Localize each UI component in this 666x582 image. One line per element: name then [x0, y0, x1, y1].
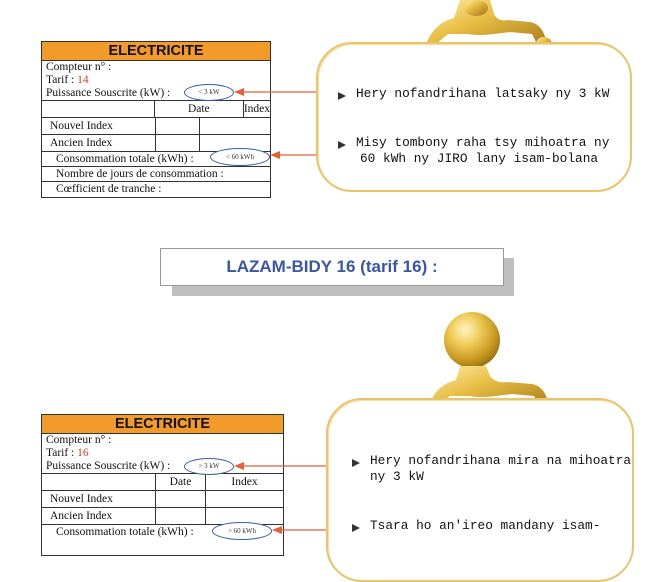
row-nouvel-index: Nouvel Index	[42, 118, 156, 134]
bullet-text: Hery nofandrihana mira na mihoatra	[370, 453, 632, 468]
bullet-arrow-icon	[338, 141, 346, 149]
tarif-label: Tarif :	[46, 74, 78, 86]
tarif-line	[42, 447, 283, 460]
bullet-text: 60 kWh ny JIRO lany isam-bolana	[360, 151, 599, 166]
bullet-text: Misy tombony raha tsy mihoatra ny	[356, 135, 610, 150]
tarif-value: 16	[77, 447, 89, 459]
puissance-oval: < 3 kW	[184, 84, 234, 101]
bullet-arrow-icon	[352, 524, 360, 532]
bill-form-tarif-14	[41, 41, 271, 198]
jours-label: Nombre de jours de consommation :	[42, 167, 270, 182]
col-date: Date	[156, 474, 206, 490]
consommation-label: Consommation totale (kWh) :	[56, 526, 194, 538]
table-row	[42, 118, 270, 135]
consommation-label: Consommation totale (kWh) :	[42, 152, 270, 167]
bullet-text: ny 3 kW	[370, 469, 424, 484]
table-header-row	[42, 101, 270, 118]
bill-header: ELECTRICITE	[42, 415, 283, 434]
bullet-text: Tsara ho an'ireo mandany isam-	[370, 518, 601, 533]
consommation-oval: > 60 kWh	[212, 522, 272, 540]
tarif-value: 14	[77, 74, 89, 86]
col-index: Index	[231, 476, 258, 488]
table-header-row	[42, 474, 283, 491]
bullet-text: Hery nofandrihana latsaky ny 3 kW	[356, 86, 610, 101]
col-index: Index	[243, 103, 270, 115]
compteur-label: Compteur n° :	[46, 61, 112, 73]
compteur-label: Compteur n° :	[46, 434, 112, 446]
row-nouvel-index: Nouvel Index	[42, 491, 156, 507]
row-ancien-index: Ancien Index	[42, 508, 156, 524]
coefficient-label: Cœfficient de tranche :	[56, 183, 162, 195]
section-title: LAZAM-BIDY 16 (tarif 16) :	[160, 248, 504, 286]
consommation-oval: < 60 kWh	[210, 148, 270, 166]
puissance-label: Puissance Souscrite (kW) :	[46, 87, 171, 99]
speech-box-top	[316, 42, 632, 192]
table-row	[42, 491, 283, 508]
bullet-arrow-icon	[338, 92, 346, 100]
tarif-label: Tarif :	[46, 447, 78, 459]
bill-header: ELECTRICITE	[42, 42, 270, 61]
puissance-label: Puissance Souscrite (kW) :	[46, 460, 171, 472]
speech-box-bottom	[326, 398, 634, 582]
col-date: Date	[155, 101, 244, 117]
puissance-oval: > 3 kW	[184, 458, 234, 475]
row-ancien-index: Ancien Index	[42, 135, 156, 151]
bullet-arrow-icon	[352, 459, 360, 467]
